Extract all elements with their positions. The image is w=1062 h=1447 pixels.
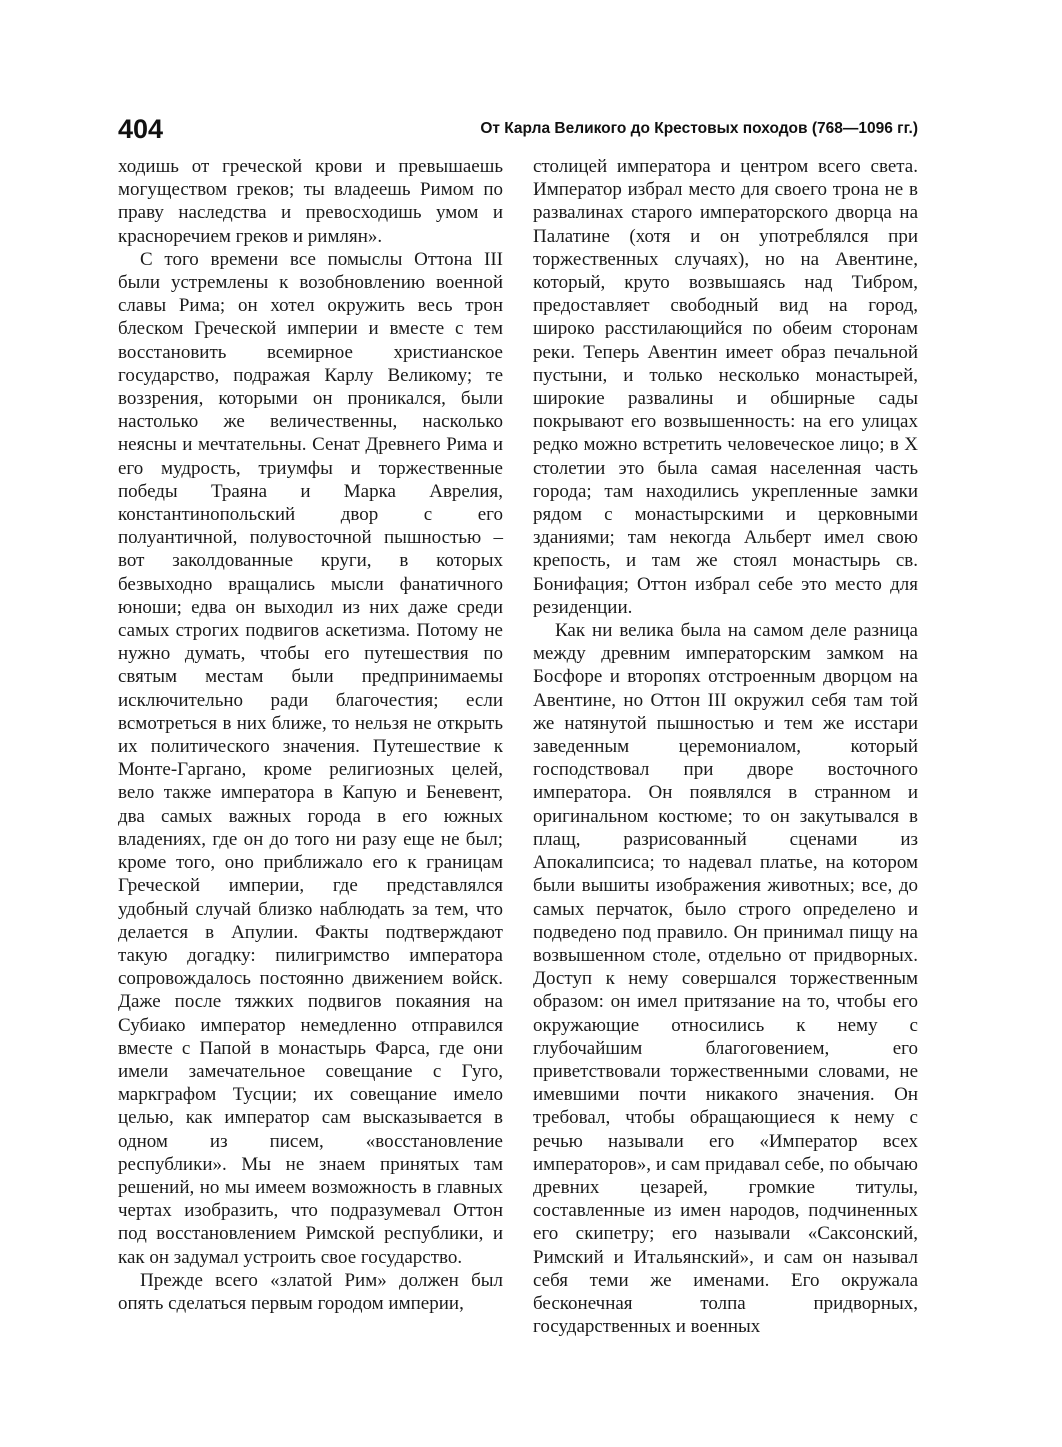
left-column bbox=[118, 155, 503, 1315]
paragraph: Как ни велика была на самом деле разница между древним императорским замком на Босфоре и второпях отстроенным дворцом на Авентине, но Оттон III окружил себя там той же натянутой пышностью и тем же исстари заведенным церемониалом, который господствовал при дворе восточного императора. Он появлялся в странном и оригинальном костюме; то он закутывался в плащ, разрисованный сценами из Апокалипсиса; то надевал платье, на котором были вышиты изображения животных; все, до самых перчаток, было строго определено и подведено под правило. Он принимал пищу на возвышенном столе, отдельно от придворных. Доступ к нему совершался торжественным образом: он имел притязание на то, чтобы его окружающие относились к нему с глубочайшим благоговением, его приветствовали торжественными словами, не имевшими почти никакого значения. Он требовал, чтобы обращающиеся к нему с речью называли его «Император всех императоров», и сам придавал себе, по обычаю древних цезарей, громкие титулы, составленные из имен народов, подчиненных его скипетру; его называли «Саксонский, Римский и Итальянский», и сам он называл себя теми же именами. Его окружала бесконечная толпа придворных, государственных и военных bbox=[533, 620, 918, 1338]
paragraph: С того времени все помыслы Оттона III были устремлены к возобновлению военной славы Рима; он хотел окружить весь трон блеском Греческой империи и вместе с тем восстановить всемирное христианское государство, подражая Карлу Великому; те воззрения, которыми он проникался, были настолько же величественны, насколько неясны и мечтательны. Сенат Древнего Рима и его мудрость, триумфы и торжественные победы Траяна и Марка Аврелия, константинопольский двор с его полуантичной, полувосточной пышностью – вот заколдованные круги, в которых безвыходно вращались мысли фанатичного юноши; едва он выходил из них даже среди самых строгих подвигов аскетизма. Потому не нужно думать, чтобы его путешествия по святым местам были предпринимаемы исключительно ради благочестия; если всмотреться в них ближе, то нельзя не открыть их политического значения. Путешествие к Монте-Гаргано, кроме религиозных целей, вело также императора в Капую и Беневент, два самых важных города в его южных владениях, где он до того ни разу еще не был; кроме того, оно приближало его к границам Греческой империи, где представлялся удобный случай близко наблюдать за тем, что делается в Апулии. Факты подтверждают такую догадку: пилигримство императора сопровождалось постоянно движением войск. Даже после тяжких подвигов покаяния на Субиако император немедленно отправился вместе с Папой в монастырь Фарса, где они имели замечательное совещание с Гуго, маркграфом Тусции; их совещание имело целью, как император сам высказывается в одном из писем, «восстановление республики». Мы не знаем принятых там решений, но мы имеем возможность в главных чертах изобразить, что подразумевал Оттон под восстановлением Римской республики, и как он задумал устроить свое государство. bbox=[118, 248, 503, 1268]
paragraph: ходишь от греческой крови и превышаешь могуществом греков; ты владеешь Римом по праву наследства и превосходишь умом и красноречием греков и римлян». bbox=[118, 156, 503, 247]
running-title: От Карла Великого до Крестовых походов (768—1096 гг.) bbox=[480, 120, 918, 137]
paragraph: столицей императора и центром всего света. Император избрал место для своего трона не в развалинах старого императорского дворца на Палатине (хотя и он употреблялся при торжественных случаях), но на Авентине, который, круто возвышаясь над Тибром, предоставляет свободный вид на город, широко расстилающийся по обеим сторонам реки. Теперь Авентин имеет образ печальной пустыни, и только несколько монастырей, широкие развалины и обширные сады покрывают его возвышенность: на его улицах редко можно встретить человеческое лицо; в X столетии это была самая населенная часть города; там находились укрепленные замки рядом с монастырскими и церковными зданиями; там некогда Альберт имел свою крепость, и там же стоял монастырь св. Бонифация; Оттон избрал себе это место для резиденции. bbox=[533, 156, 918, 618]
right-column bbox=[533, 155, 918, 1338]
paragraph: Прежде всего «златой Рим» должен был опять сделаться первым городом империи, bbox=[118, 1269, 503, 1314]
page-number: 404 bbox=[118, 114, 164, 144]
page-header bbox=[118, 112, 918, 152]
